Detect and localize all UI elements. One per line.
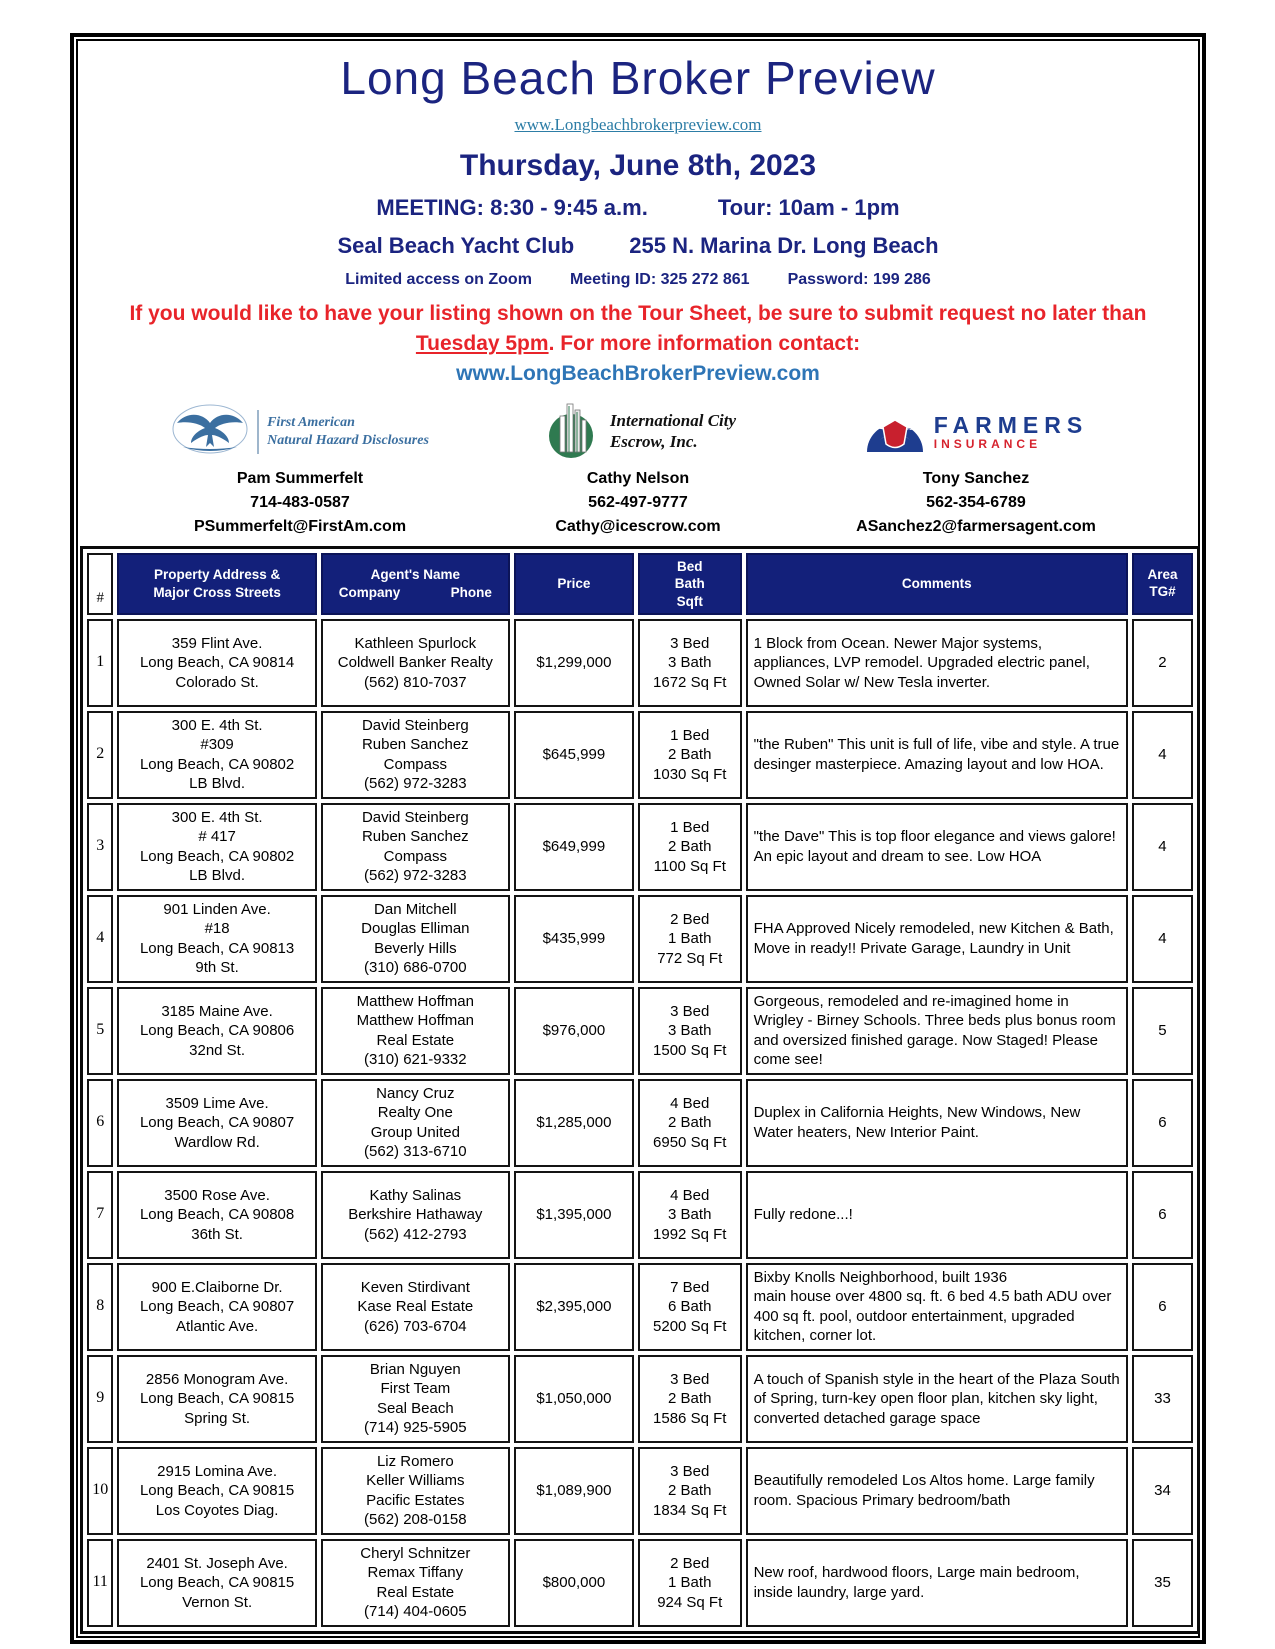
sponsor-farmers-insurance [816,400,1136,536]
sponsor-contact-email: Cathy@icescrow.com [555,517,721,535]
column-header-number: # [87,553,113,615]
table-row [87,711,1193,799]
event-date: Thursday, June 8th, 2023 [459,149,817,182]
farmers-logo-text [934,413,1088,451]
comments: Duplex in California Heights, New Windows, New Water heaters, New Interior Paint. [746,1079,1128,1167]
column-header-area [1132,553,1193,615]
table-row [87,1171,1193,1259]
table-row [87,987,1193,1075]
table-row [87,1447,1193,1535]
first-american-line2: Natural Hazard Disclosures [267,432,429,448]
area-tg-number: 5 [1132,987,1193,1075]
listings-table [80,546,1200,1634]
column-header-comments: Comments [746,553,1128,615]
column-header-bed-bath-sqft [638,553,742,615]
row-number: 7 [87,1171,113,1259]
agent-info: David Steinberg Ruben Sanchez Compass (562) 972-3283 [321,803,510,891]
area-header-line1: Area [1147,567,1178,582]
escrow-line1: International City [609,411,737,431]
agent-info: David Steinberg Ruben Sanchez Compass (562) 972-3283 [321,711,510,799]
area-tg-number: 4 [1132,803,1193,891]
row-number: 6 [87,1079,113,1167]
comments: Bixby Knolls Neighborhood, built 1936 main house over 4800 sq. ft. 6 bed 4.5 bath ADU over 400 sq ft. pool, outdoor entertainment, upgraded kitchen, corner lot. [746,1263,1128,1351]
comments: Beautifully remodeled Los Altos home. Large family room. Spacious Primary bedroom/bath [746,1447,1128,1535]
bed-bath-sqft: 3 Bed 3 Bath 1500 Sq Ft [638,987,742,1075]
table-row [87,1539,1193,1627]
sponsor-international-city-escrow [478,400,798,536]
property-address: 300 E. 4th St. #309 Long Beach, CA 90802 LB Blvd. [117,711,316,799]
price: $1,395,000 [514,1171,634,1259]
sponsor-contact-name: Tony Sanchez [922,469,1030,487]
property-address: 359 Flint Ave. Long Beach, CA 90814 Colorado St. [117,619,316,707]
sponsor-first-american [140,400,460,536]
agent-header-phone: Phone [450,584,492,600]
row-number: 4 [87,895,113,983]
price: $1,285,000 [514,1079,634,1167]
first-american-line1: First American [267,415,355,431]
comments: "the Ruben" This unit is full of life, vibe and style. A true desinger masterpiece. Amazing layout and low HOA. [746,711,1128,799]
sponsor-contact-phone: 562-497-9777 [588,493,688,511]
sqft-header: Sqft [676,593,703,609]
area-tg-number: 6 [1132,1079,1193,1167]
page-frame [70,33,1206,1644]
row-number: 3 [87,803,113,891]
top-website-link[interactable]: www.Longbeachbrokerpreview.com [514,115,762,134]
agent-info: Liz Romero Keller Williams Pacific Estates (562) 208-0158 [321,1447,510,1535]
comments: Fully redone...! [746,1171,1128,1259]
bed-bath-sqft: 4 Bed 2 Bath 6950 Sq Ft [638,1079,742,1167]
bed-bath-sqft: 2 Bed 1 Bath 772 Sq Ft [638,895,742,983]
row-number: 5 [87,987,113,1075]
escrow-buildings-icon [540,398,602,465]
address-header-line1: Property Address & [153,567,281,583]
column-header-price: Price [514,553,634,615]
area-tg-number: 4 [1132,711,1193,799]
price: $435,999 [514,895,634,983]
venue-name: Seal Beach Yacht Club [337,233,575,258]
submission-notice [80,299,1196,360]
table-row [87,619,1193,707]
bed-header: Bed [676,558,703,574]
agent-info: Kathleen Spurlock Coldwell Banker Realty (562) 810-7037 [321,619,510,707]
sponsor-contact-phone: 714-483-0587 [250,493,350,511]
bath-header: Bath [674,576,705,592]
zoom-access: Limited access on Zoom [345,271,532,288]
agent-info: Dan Mitchell Douglas Elliman Beverly Hills (310) 686-0700 [321,895,510,983]
price: $800,000 [514,1539,634,1627]
price: $1,299,000 [514,619,634,707]
row-number: 9 [87,1355,113,1443]
venue [80,233,1196,259]
zoom-info [80,271,1196,289]
venue-address: 255 N. Marina Dr. Long Beach [629,233,939,258]
agent-info: Cheryl Schnitzer Remax Tiffany Real Estate (714) 404-0605 [321,1539,510,1627]
agent-info: Kathy Salinas Berkshire Hathaway (562) 412-2793 [321,1171,510,1259]
property-address: 3185 Maine Ave. Long Beach, CA 90806 32nd St. [117,987,316,1075]
table-row [87,1079,1193,1167]
meeting-time: MEETING: 8:30 - 9:45 a.m. [376,195,648,220]
area-header-line2: TG# [1149,583,1176,599]
row-number: 1 [87,619,113,707]
notice-line-2 [80,329,1196,359]
table-row [87,895,1193,983]
contact-website-link[interactable]: www.LongBeachBrokerPreview.com [456,361,820,385]
escrow-logo-text [610,411,736,452]
property-address: 2401 St. Joseph Ave. Long Beach, CA 90815 Vernon St. [117,1539,316,1627]
area-tg-number: 6 [1132,1263,1193,1351]
agent-info: Matthew Hoffman Matthew Hoffman Real Estate (310) 621-9332 [321,987,510,1075]
comments: A touch of Spanish style in the heart of the Plaza South of Spring, turn-key open floor plan, kitchen sky light, converted detached garage space [746,1355,1128,1443]
comments: Gorgeous, remodeled and re-imagined home in Wrigley - Birney Schools. Three beds plus bonus room and oversized finished garage. Now Staged! Please come see! [746,987,1128,1075]
property-address: 901 Linden Ave. #18 Long Beach, CA 90813 9th St. [117,895,316,983]
zoom-password: Password: 199 286 [787,271,931,288]
property-address: 3509 Lime Ave. Long Beach, CA 90807 Wardlow Rd. [117,1079,316,1167]
sponsor-row [140,400,1136,536]
agent-info: Keven Stirdivant Kase Real Estate (626) 703-6704 [321,1263,510,1351]
farmers-line1: FARMERS [933,411,1089,438]
meeting-schedule [80,195,1196,221]
comments: FHA Approved Nicely remodeled, new Kitchen & Bath, Move in ready!! Private Garage, Laundry in Unit [746,895,1128,983]
page-title: Long Beach Broker Preview [340,52,936,104]
zoom-meeting-id: Meeting ID: 325 272 861 [569,271,750,288]
first-american-logo-text [267,414,429,449]
comments: 1 Block from Ocean. Newer Major systems, appliances, LVP remodel. Upgraded electric panel, Owned Solar w/ New Tesla inverter. [746,619,1128,707]
sponsor-contact-email: PSummerfelt@FirstAm.com [193,517,407,535]
escrow-line2: Escrow, Inc. [609,431,698,451]
agent-header-company: Company [338,584,401,600]
row-number: 11 [87,1539,113,1627]
table-header-row [87,553,1193,615]
agent-header-line1: Agent's Name [370,567,461,583]
property-address: 2856 Monogram Ave. Long Beach, CA 90815 Spring St. [117,1355,316,1443]
bed-bath-sqft: 3 Bed 3 Bath 1672 Sq Ft [638,619,742,707]
property-address: 2915 Lomina Ave. Long Beach, CA 90815 Los Coyotes Diag. [117,1447,316,1535]
bed-bath-sqft: 3 Bed 2 Bath 1586 Sq Ft [638,1355,742,1443]
logo-divider [257,410,259,454]
price: $1,050,000 [514,1355,634,1443]
price: $2,395,000 [514,1263,634,1351]
price: $649,999 [514,803,634,891]
area-tg-number: 35 [1132,1539,1193,1627]
bed-bath-sqft: 7 Bed 6 Bath 5200 Sq Ft [638,1263,742,1351]
sponsor-contact-email: ASanchez2@farmersagent.com [856,517,1096,535]
listing-rows [87,619,1193,1627]
farmers-shield-icon [864,404,926,459]
area-tg-number: 6 [1132,1171,1193,1259]
bed-bath-sqft: 2 Bed 1 Bath 924 Sq Ft [638,1539,742,1627]
bed-bath-sqft: 3 Bed 2 Bath 1834 Sq Ft [638,1447,742,1535]
row-number: 10 [87,1447,113,1535]
tour-time: Tour: 10am - 1pm [717,195,900,220]
table-row [87,1355,1193,1443]
agent-info: Brian Nguyen First Team Seal Beach (714) 925-5905 [321,1355,510,1443]
column-header-address [117,553,316,615]
row-number: 8 [87,1263,113,1351]
sponsor-contact-name: Pam Summerfelt [236,469,364,487]
property-address: 900 E.Claiborne Dr. Long Beach, CA 90807 Atlantic Ave. [117,1263,316,1351]
area-tg-number: 34 [1132,1447,1193,1535]
price: $645,999 [514,711,634,799]
bed-bath-sqft: 1 Bed 2 Bath 1100 Sq Ft [638,803,742,891]
column-header-agent [321,553,510,615]
table-row [87,1263,1193,1351]
area-tg-number: 33 [1132,1355,1193,1443]
comments: "the Dave" This is top floor elegance and views galore! An epic layout and dream to see. Low HOA [746,803,1128,891]
first-american-eagle-icon [171,401,249,462]
page-inner-frame [76,39,1200,1638]
address-header-line2: Major Cross Streets [153,584,281,600]
area-tg-number: 4 [1132,895,1193,983]
farmers-line2: INSURANCE [933,436,1042,451]
property-address: 3500 Rose Ave. Long Beach, CA 90808 36th St. [117,1171,316,1259]
table-row [87,803,1193,891]
price: $976,000 [514,987,634,1075]
property-address: 300 E. 4th St. # 417 Long Beach, CA 90802 LB Blvd. [117,803,316,891]
comments: New roof, hardwood floors, Large main bedroom, inside laundry, large yard. [746,1539,1128,1627]
bed-bath-sqft: 4 Bed 3 Bath 1992 Sq Ft [638,1171,742,1259]
price: $1,089,900 [514,1447,634,1535]
notice-line-2-rest: . For more information contact: [548,332,861,356]
bed-bath-sqft: 1 Bed 2 Bath 1030 Sq Ft [638,711,742,799]
area-tg-number: 2 [1132,619,1193,707]
sponsor-contact-name: Cathy Nelson [586,469,690,487]
agent-info: Nancy Cruz Realty One Group United (562) 313-6710 [321,1079,510,1167]
sponsor-contact-phone: 562-354-6789 [926,493,1026,511]
notice-line-1: If you would like to have your listing shown on the Tour Sheet, be sure to submit request no later than [129,302,1147,325]
notice-deadline: Tuesday 5pm [415,332,549,356]
row-number: 2 [87,711,113,799]
